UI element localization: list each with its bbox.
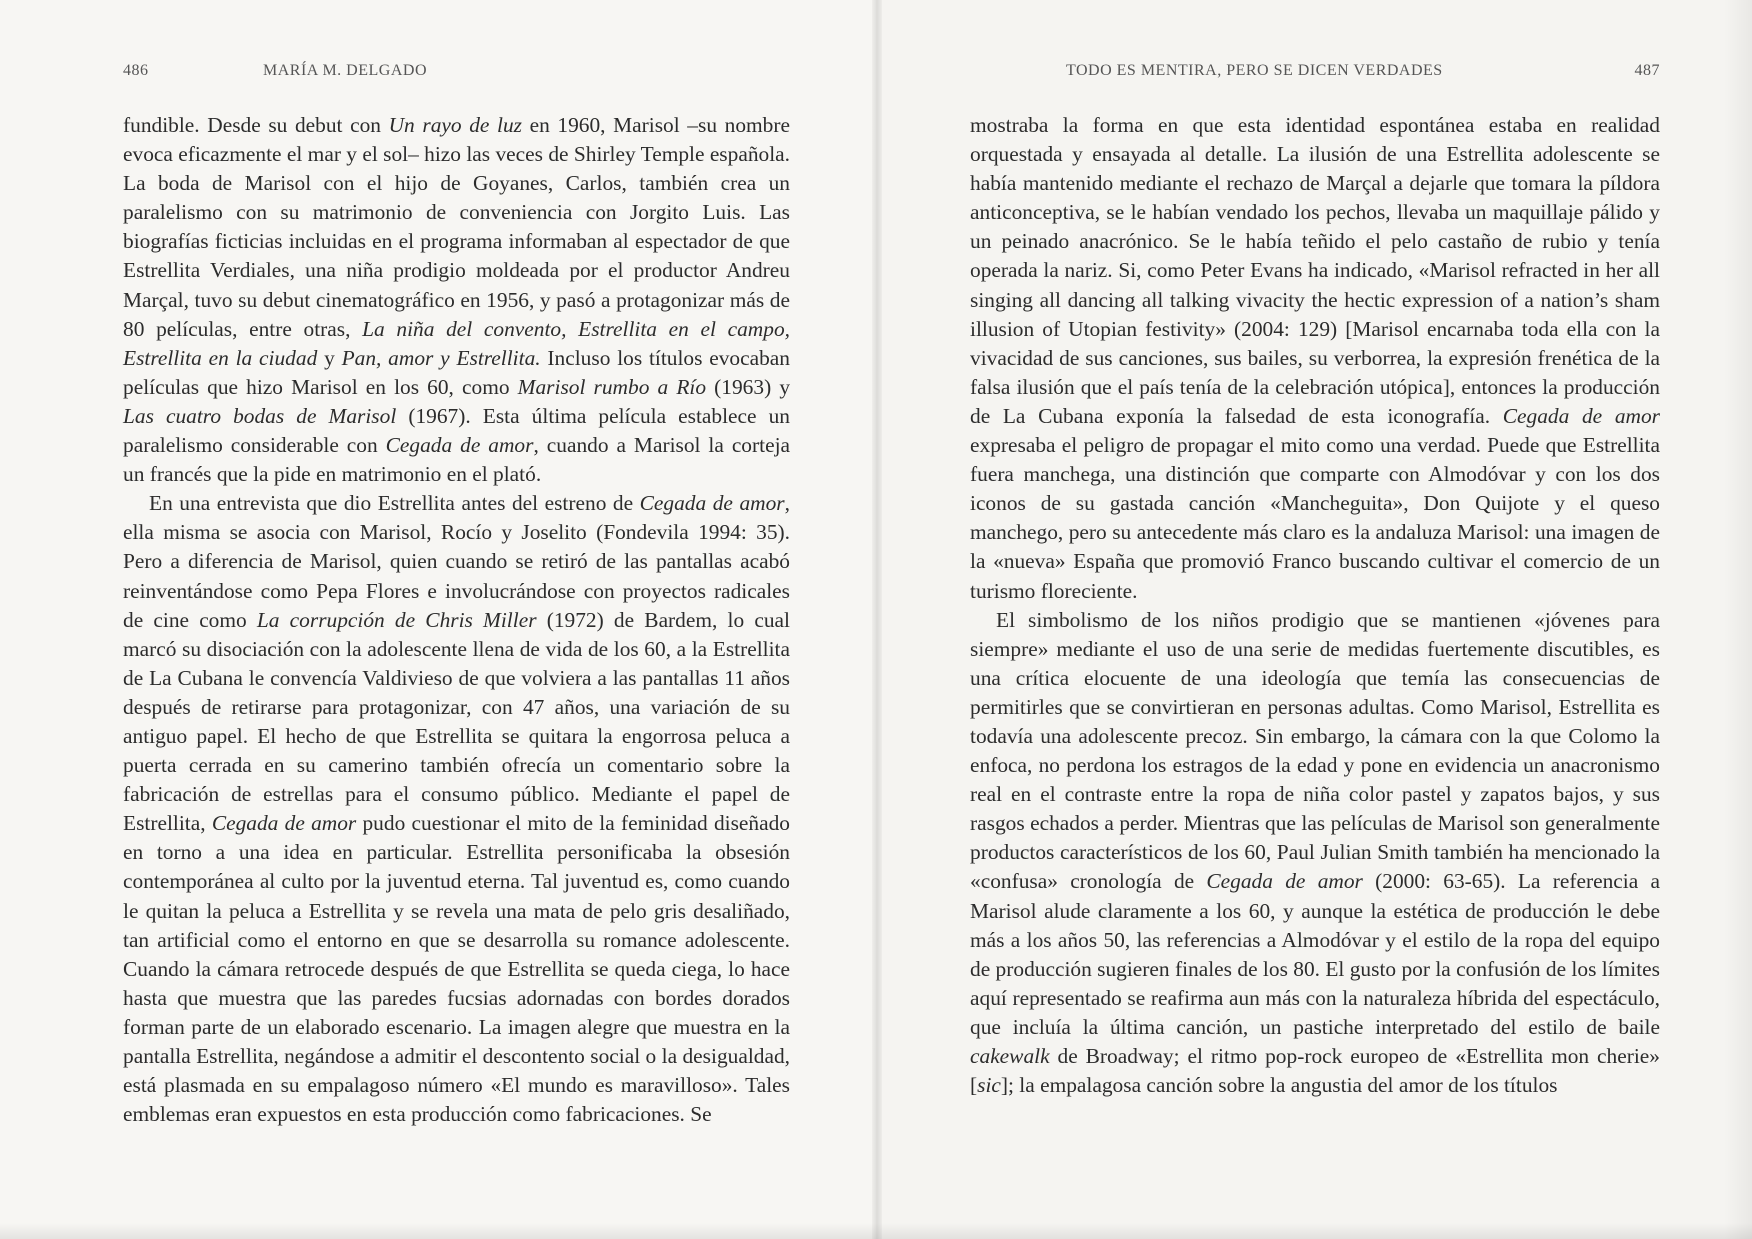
page-edge-shadow: [1724, 0, 1752, 1239]
text-segment: expresaba el peligro de propagar el mito como una verdad. Puede que Estrellita fuera manchega, una distinción que comparte con Almodóvar y con los dos iconos de su gastada canción «Mancheguita», Don Quijote y el queso manchego, pero su antecedente más claro es la andaluza Marisol: una imagen de la «nueva» España que promovió Franco buscando cultivar el comercio de un turismo floreciente.: [970, 433, 1660, 603]
bottom-edge-shadow: [0, 1223, 1752, 1239]
left-body-text: [123, 111, 790, 1129]
text-segment: (1967). Esta última película establece un paralelismo considerable con: [123, 403, 790, 458]
italic-text: Marisol rumbo a Río: [517, 374, 707, 399]
running-head-title: TODO ES MENTIRA, PERO SE DICEN VERDADES: [1066, 62, 1443, 79]
text-segment: mostraba la forma en que esta identidad espontánea estaba en realidad orquestada y ensayada al detalle. La ilusión de una Estrellita adolescente se había mantenido mediante el rechazo de Marçal a dejarle que tomara la píldora anticonceptiva, se le habían vendado los pechos, llevaba un maquillaje pálido y un peinado anacrónico. Se le había teñido el pelo castaño de rubio y tenía operada la nariz. Si, como Peter Evans ha indicado, «Marisol refracted in her all singing all dancing all talking vivacity the hectic expression of a nation’s sham illusion of Utopian festivity» (2004: 129) [Marisol encarnaba toda ella con la vivacidad de sus canciones, sus bailes, su verborrea, la expresión frenética de la falsa ilusión que el país tenía de la celebración utópica], entonces la producción de La Cubana exponía la falsedad de esta iconografía.: [970, 113, 1660, 428]
italic-text: Pan, amor y Estrellita.: [341, 345, 541, 370]
book-gutter: [872, 0, 882, 1239]
left-running-head: [123, 62, 790, 102]
page-number-left: 486: [123, 62, 149, 79]
text-segment: (1972) de Bardem, lo cual marcó su disociación con la adolescente llena de vida de los 60, a la Estrellita de La Cubana le convencía Valdivieso de que volviera a las pantallas 11 años después de retirarse para protagonizar, con 47 años, una variación de su antiguo papel. El hecho de que Estrellita se quitara la engorrosa peluca a puerta cerrada en su camerino también ofrecía un comentario sobre la fabricación de estrellas para el consumo público. Mediante el papel de Estrellita,: [123, 607, 790, 836]
italic-text: La corrupción de Chris Miller: [256, 607, 537, 632]
italic-text: Cegada de amor: [211, 811, 357, 836]
text-segment: de Broadway; el ritmo pop-rock europeo de «Estrellita mon cherie» [: [970, 1044, 1660, 1098]
italic-text: Cegada de amor: [639, 491, 785, 516]
italic-text: cakewalk: [970, 1044, 1050, 1068]
page-number-right: 487: [1634, 62, 1660, 79]
text-segment: fundible. Desde su debut con: [123, 113, 389, 137]
paragraph: [970, 111, 1660, 606]
text-segment: en 1960, Marisol –su nombre evoca eficazmente el mar y el sol– hizo las veces de Shirley Temple española. La boda de Marisol con el hijo de Goyanes, Carlos, también crea un paralelismo con su matrimonio de conveniencia con Jorgito Luis. Las biografías ficticias incluidas en el programa informaban al espectador de que Estrellita Verdiales, una niña prodigio moldeada por el productor Andreu Marçal, tuvo su debut cinematográfico en 1956, y pasó a protagonizar más de 80 películas, entre otras,: [123, 113, 790, 341]
italic-text: sic: [977, 1073, 1001, 1098]
right-running-head: [970, 62, 1660, 102]
paragraph: [970, 606, 1660, 1101]
italic-text: La niña del convento, Estrellita en el campo, Estrellita en la ciudad: [123, 316, 790, 370]
running-head-author: MARÍA M. DELGADO: [263, 62, 427, 79]
text-segment: En una entrevista que dio Estrellita antes del estreno de: [149, 491, 640, 516]
text-segment: pudo cuestionar el mito de la feminidad diseñado en torno a una idea en particular. Estrellita personificaba la obsesión contemporánea al culto por la juventud eterna. Tal juventud es, como cuando le quitan la peluca a Estrellita y se revela una mata de pelo gris desaliñado, tan artificial como el entorno en que se desarrolla su romance adolescente. Cuando la cámara retrocede después de que Estrellita se queda ciega, lo hace hasta que muestra que las paredes fucsias adornadas con bordes dorados forman parte de un elaborado escenario. La imagen alegre que muestra en la pantalla Estrellita, negándose a admitir el descontento social o la desigualdad, está plasmada en su empalagoso número «El mundo es maravilloso». Tales emblemas eran expuestos en esta producción como fabricaciones. Se: [123, 811, 790, 1127]
italic-text: Cegada de amor: [1206, 869, 1363, 894]
text-segment: y: [317, 345, 342, 370]
italic-text: Cegada de amor: [385, 433, 534, 458]
right-body-text: [970, 111, 1660, 1100]
italic-text: Cegada de amor: [1502, 403, 1661, 428]
italic-text: Las cuatro bodas de Marisol: [123, 403, 397, 428]
text-segment: , ella misma se asocia con Marisol, Rocío y Joselito (Fondevila 1994: 35). Pero a diferencia de Marisol, quien cuando se retiró de las pantallas acabó reinventándose como Pepa Flores e involucrándose con proyectos radicales de cine como: [123, 491, 790, 632]
italic-text: Un rayo de luz: [388, 113, 522, 137]
paragraph: [123, 489, 790, 1129]
text-segment: (1963) y: [706, 374, 791, 399]
paragraph: [123, 111, 790, 489]
text-segment: (2000: 63-65). La referencia a Marisol alude claramente a los 60, y aunque la estética de producción le debe más a los años 50, las referencias a Almodóvar y el estilo de la ropa del equipo de producción sugieren finales de los 80. El gusto por la confusión de los límites aquí representado se reafirma aun más con la naturaleza híbrida del espectáculo, que incluía la última canción, un pastiche interpretado del estilo de baile: [970, 869, 1660, 1039]
text-segment: ]; la empalagosa canción sobre la angustia del amor de los títulos: [1000, 1073, 1558, 1098]
right-page: [876, 0, 1752, 1239]
text-segment: El simbolismo de los niños prodigio que se mantienen «jóvenes para siempre» mediante el uso de una serie de medidas fuertemente discutibles, es una crítica elocuente de una ideología que temía las consecuencias de permitirles que se convirtieran en personas adultas. Como Marisol, Estrellita es todavía una adolescente precoz. Sin embargo, la cámara con la que Colomo la enfoca, no perdona los estragos de la edad y pone en evidencia un anacronismo real en el contraste entre la ropa de niña color pastel y zapatos bajos, y sus rasgos echados a perder. Mientras que las películas de Marisol son generalmente productos característicos de los 60, Paul Julian Smith también ha mencionado la «confusa» cronología de: [970, 607, 1660, 894]
text-segment: , cuando a Marisol la corteja un francés que la pide en matrimonio en el plató.: [123, 433, 791, 487]
text-segment: Incluso los títulos evocaban películas que hizo Marisol en los 60, como: [123, 345, 791, 399]
